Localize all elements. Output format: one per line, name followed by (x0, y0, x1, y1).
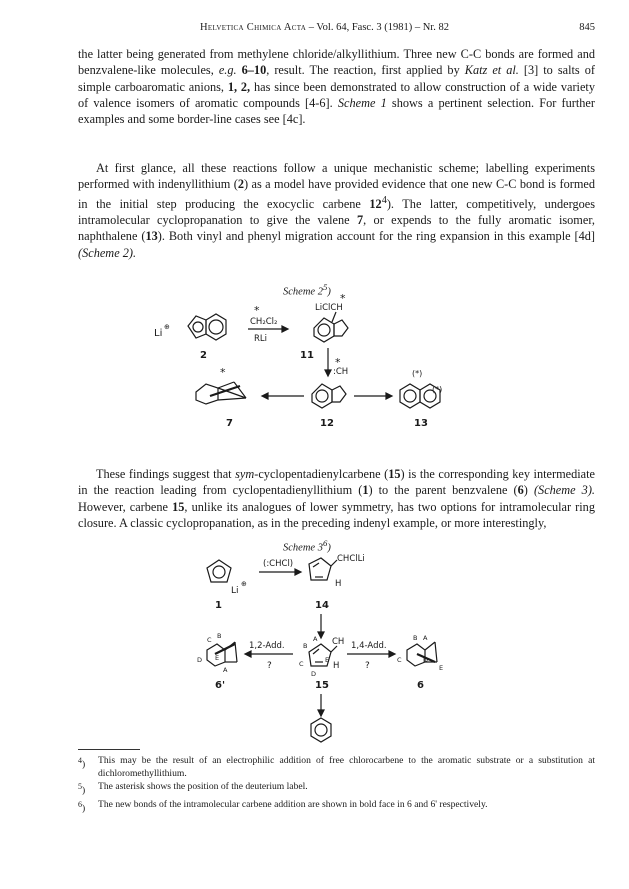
svg-text:12: 12 (320, 418, 334, 429)
running-header (200, 22, 595, 33)
svg-text:2: 2 (200, 350, 207, 361)
svg-text:*: * (220, 366, 226, 379)
svg-text:⊕: ⊕ (164, 323, 170, 331)
svg-text:14: 14 (315, 600, 329, 611)
svg-text:C: C (299, 660, 304, 668)
svg-text:E: E (439, 664, 444, 672)
svg-text:1,2-Add.: 1,2-Add. (249, 641, 285, 651)
svg-text:H: H (333, 661, 340, 671)
svg-text:D: D (423, 656, 429, 664)
benzvalene-6 (407, 642, 437, 666)
svg-text:Li: Li (154, 328, 163, 339)
svg-text:B: B (217, 632, 222, 640)
structure-12 (312, 384, 346, 408)
svg-text:D: D (197, 656, 203, 664)
svg-text:(:CHCl): (:CHCl) (263, 559, 294, 569)
svg-text:C: C (207, 636, 212, 644)
svg-text:CH: CH (332, 637, 345, 647)
svg-text:?: ? (365, 661, 370, 671)
svg-text:*: * (340, 292, 346, 305)
svg-text:15: 15 (315, 680, 329, 691)
scheme-2-diagram (150, 292, 490, 446)
footnote-5: $^5$) The asterisk shows the position of the deuterium label. (78, 781, 308, 797)
svg-text:(*): (*) (412, 369, 423, 378)
svg-text:LiClCH: LiClCH (315, 303, 343, 313)
svg-text:A: A (313, 635, 318, 643)
cyclopentadienyl-anion-1 (207, 560, 231, 582)
svg-text:RLi: RLi (254, 334, 268, 344)
indenyl-anion-structure (188, 314, 226, 340)
footnotes (78, 755, 595, 817)
svg-text:6': 6' (215, 680, 226, 691)
svg-text:?: ? (267, 661, 272, 671)
svg-text:A: A (423, 634, 428, 642)
footnote-divider (78, 749, 140, 750)
svg-text:B: B (303, 642, 308, 650)
scheme-3-label: Scheme $3^6$) (283, 538, 331, 554)
svg-text:CHClLi: CHClLi (337, 554, 365, 564)
svg-text:E: E (325, 656, 330, 664)
svg-text::CH: :CH (333, 367, 349, 377)
scheme-2-label: Scheme $2^5$) (283, 282, 331, 298)
paragraph-3: These findings suggest that sym-cyclopentadienylcarbene (15) is the corresponding key intermediate in the reaction leading from cyclopentadienyllithium (1) to the parent benzvalene (6) (Scheme 3). However, carbene 15, unlike its analogues of lower symmetry, has two options for intramolecular ring closure. A classic cyclopropanation, as in the preceding indenyl example, or more interestingly, (78, 467, 596, 530)
scheme-3-diagram (185, 550, 465, 745)
svg-text:(*): (*) (432, 385, 443, 394)
svg-text:1,4-Add.: 1,4-Add. (351, 641, 387, 651)
footnote-6: $^6$) The new bonds of the intramolecular carbene addition are shown in bold face in 6 and 6' respectively. (78, 798, 488, 815)
journal-name: Helvetica Chimica Acta (200, 22, 307, 33)
svg-text:E: E (215, 654, 220, 662)
svg-text:⊕: ⊕ (241, 580, 247, 588)
issue-info: – Vol. 64, Fasc. 3 (1981) – Nr. 82 (308, 22, 449, 33)
svg-text:CH₂Cl₂: CH₂Cl₂ (250, 317, 278, 327)
svg-text:1: 1 (215, 600, 222, 611)
svg-text:*: * (254, 304, 260, 317)
svg-text:7: 7 (226, 418, 233, 429)
svg-text:13: 13 (414, 418, 428, 429)
svg-text:C: C (397, 656, 402, 664)
svg-text:B: B (413, 634, 418, 642)
structure-11 (314, 312, 348, 342)
page-number: 845 (579, 22, 595, 33)
svg-text:11: 11 (300, 350, 314, 361)
svg-text:H: H (335, 579, 342, 589)
svg-text:Li: Li (231, 586, 239, 596)
structure-7 (196, 382, 246, 404)
paragraph-1: the latter being generated from methylene chloride/alkyllithium. Three new C-C bonds are formed and benzvalene-like molecules, e.g. 6–10, result. The reaction, first applied by Katz et al. [3] to salts of simple carboaromatic anions, 1, 2, has since been demonstrated to allow construction of a wide variety of valence isomers of aromatic compounds [4-6]. Scheme 1 shows a pertinent selection. For further examples and some border-line cases see [4c]. (78, 47, 595, 127)
svg-text:6: 6 (417, 680, 424, 691)
svg-text:A: A (223, 666, 228, 674)
paragraph-2: At first glance, all these reactions follow a unique mechanistic scheme; labelling experiments performed with indenyllithium (2) as a model have provided evidence that one new C-C bond is formed in the initial step producing the exocyclic carbene $12^4$). The latter, competitively, undergoes intramolecular cyclopropanation to give the valene 7, or expends to the fully aromatic isomer, naphthalene (13). Both vinyl and phenyl migration account for the ring expansion in this example [4d] (Scheme 2). (78, 161, 596, 260)
benzvalene-6-prime (207, 642, 237, 666)
svg-text:D: D (311, 670, 317, 678)
structure-14 (309, 558, 337, 580)
svg-text:*: * (335, 356, 341, 369)
footnote-4: $^4$) This may be the result of an electrophilic addition of free chlorocarbene to the aromatic substrate or a substitution at dichloromethyllithium. (78, 755, 595, 779)
benzene-structure (311, 718, 331, 742)
